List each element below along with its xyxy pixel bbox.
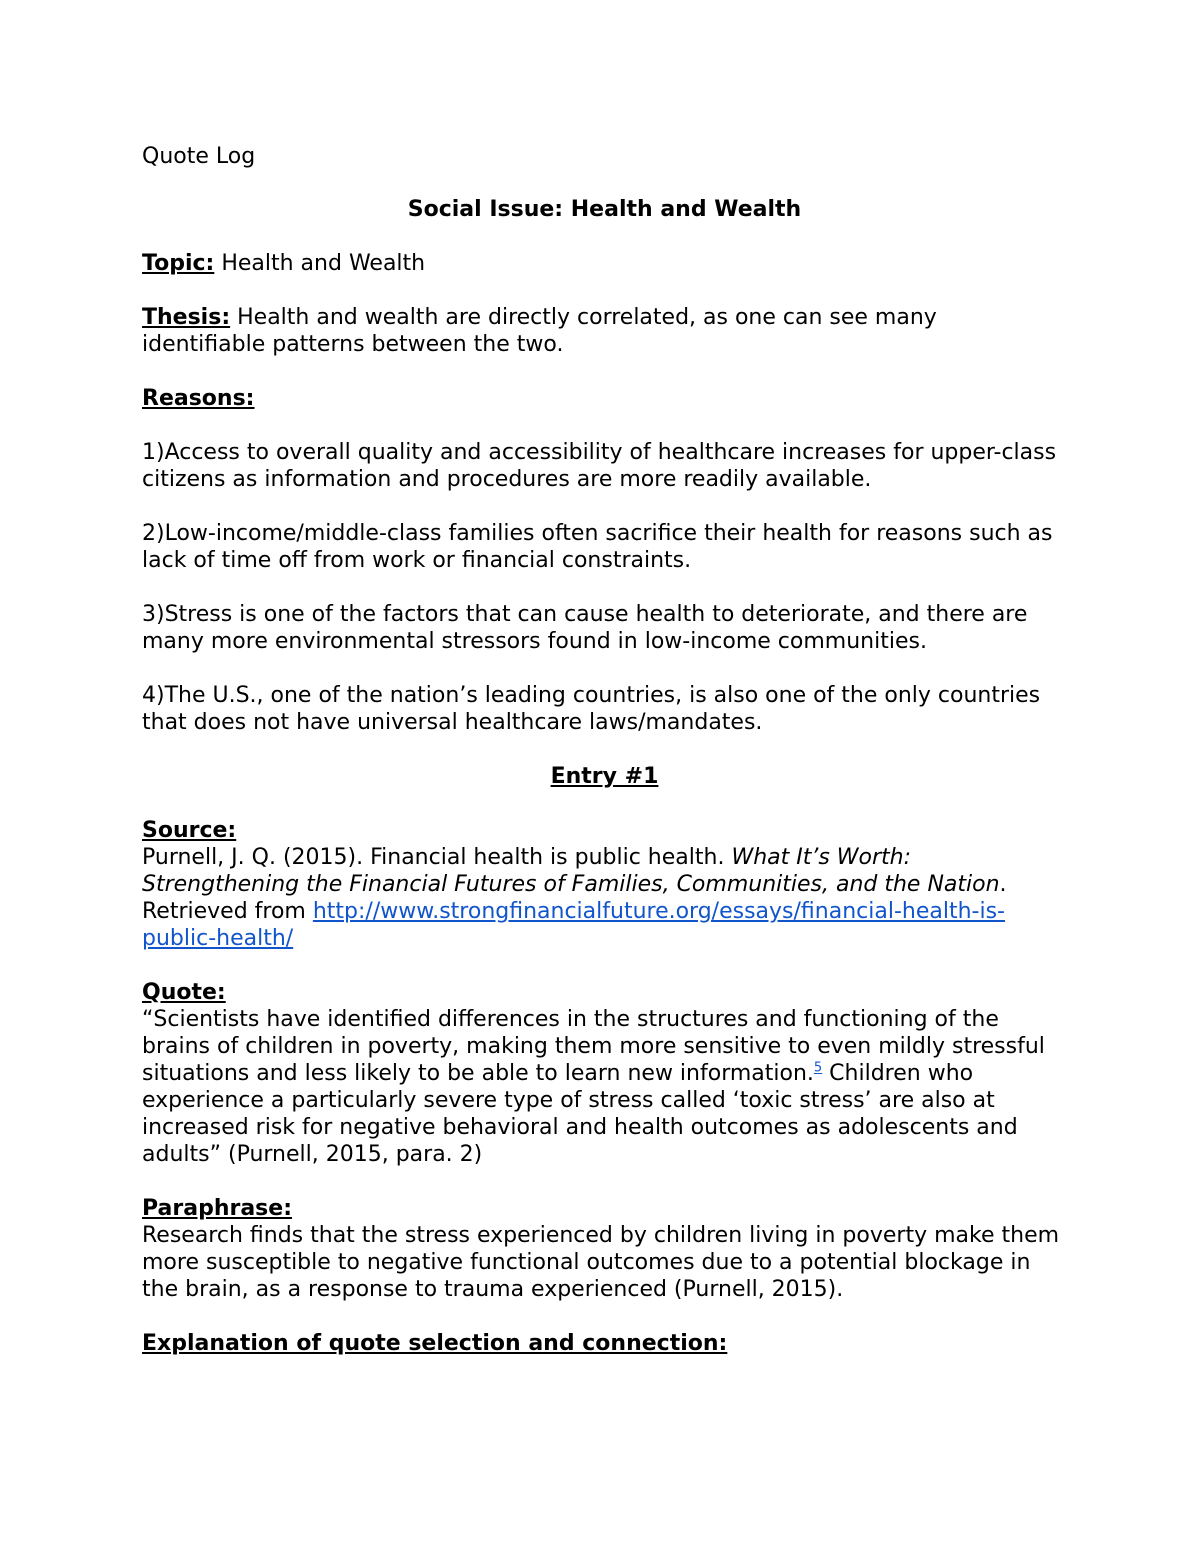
page-heading: Social Issue: Health and Wealth (407, 197, 802, 222)
source-italic-title: What It’s Worth: Strengthening the Financial Futures of Families, Communities, and the Nation (142, 845, 1000, 897)
thesis-line (142, 304, 1067, 358)
source-citation (142, 844, 1067, 952)
reason-item: 4)The U.S., one of the nation’s leading countries, is also one of the only countries that does not have universal healthcare laws/mandates. (142, 683, 1041, 735)
thesis-label: Thesis: (142, 305, 231, 330)
source-url-link[interactable]: http://www.strongfinancialfuture.org/essays/financial-health-is-public-health/ (142, 899, 1005, 951)
reason-item: 3)Stress is one of the factors that can cause health to deteriorate, and there are many more environmental stressors found in low-income communities. (142, 602, 1028, 654)
entry-heading: Entry #1 (550, 764, 659, 789)
explanation-label: Explanation of quote selection and connection: (142, 1331, 728, 1356)
footnote-link[interactable]: 5 (813, 1060, 823, 1076)
source-text-before: Purnell, J. Q. (2015). Financial health is public health. (142, 845, 732, 870)
thesis-text: Health and wealth are directly correlated, as one can see many identifiable patterns between the two. (142, 305, 937, 357)
reasons-label: Reasons: (142, 386, 255, 411)
quote-label: Quote: (142, 980, 226, 1005)
doc-title: Quote Log (142, 144, 256, 169)
quote-part-1: “Scientists have identified differences in the structures and functioning of the brains of children in poverty, making them more sensitive to even mildly stressful situations and less likely to be able to learn new information. (142, 1007, 1045, 1086)
reason-item: 1)Access to overall quality and accessibility of healthcare increases for upper-class citizens as information and procedures are more readily available. (142, 440, 1057, 492)
topic-text: Health and Wealth (214, 251, 426, 276)
topic-line (142, 250, 1067, 277)
paraphrase-text: Research finds that the stress experienced by children living in poverty make them more susceptible to negative functional outcomes due to a potential blockage in the brain, as a response to trauma experienced (Purnell, 2015). (142, 1223, 1060, 1302)
quote-text (142, 1006, 1067, 1168)
paraphrase-label: Paraphrase: (142, 1196, 292, 1221)
source-label: Source: (142, 818, 237, 843)
document-page (142, 143, 1067, 1357)
topic-label: Topic: (142, 251, 215, 276)
reason-item: 2)Low-income/middle-class families often sacrifice their health for reasons such as lack of time off from work or financial constraints. (142, 521, 1053, 573)
quote-part-2: Children who experience a particularly severe type of stress called ‘toxic stress’ are also at increased risk for negative behavioral and health outcomes as adolescents and adults” (Purnell, 2015, para. 2) (142, 1061, 1018, 1167)
source-text-after: . Retrieved from (142, 872, 1007, 924)
